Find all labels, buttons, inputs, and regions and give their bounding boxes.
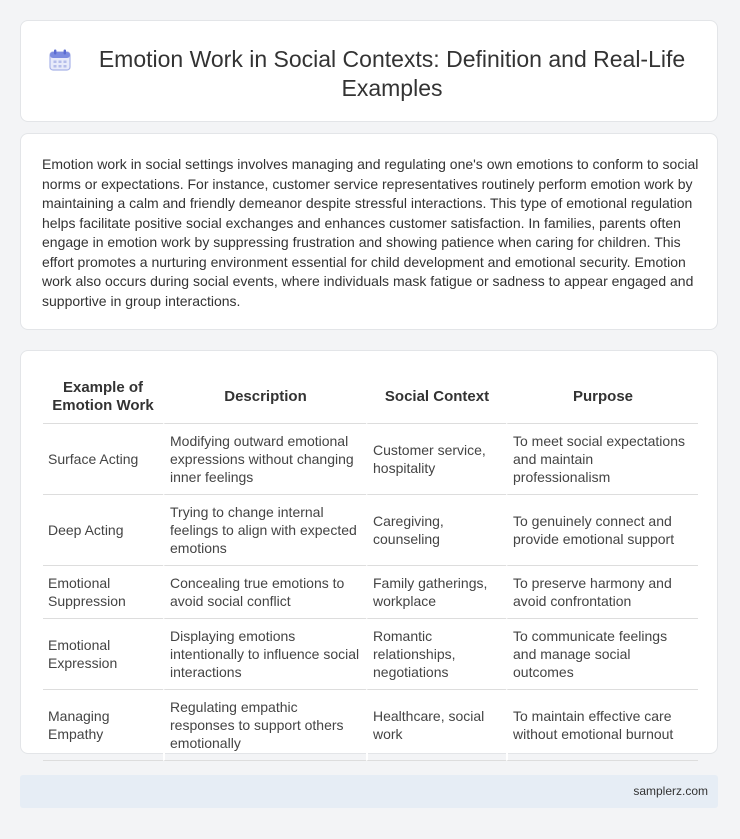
intro-paragraph: Emotion work in social settings involves managing and regulating one's own emotions to conform to social norms or expectations. For instance, customer service representatives routinely perform emotion work by maintaining a calm and friendly demeanor despite stressful interactions. This type of emotional regulation helps facilitate positive social exchanges and enhances customer satisfaction. In families, parents often engage in emotion work by suppressing frustration and showing patience when caring for children. This effort promotes a nurturing environment essential for child development and emotional security. Emotion work also occurs during social events, where individuals mask fatigue or sadness to appear engaged and supportive in group interactions. [42, 156, 699, 309]
cell-description: Trying to change internal feelings to align with expected emotions [163, 495, 366, 566]
cell-purpose: To communicate feelings and manage social outcomes [506, 619, 698, 690]
cell-purpose: To preserve harmony and avoid confrontation [506, 566, 698, 619]
footer [20, 775, 718, 808]
table-row [43, 619, 698, 690]
cell-purpose: To meet social expectations and maintain professionalism [506, 424, 698, 495]
header-description: Description [163, 371, 366, 424]
cell-social-context: Caregiving, counseling [366, 495, 506, 566]
cell-example: Surface Acting [43, 424, 163, 495]
page-title: Emotion Work in Social Contexts: Definition and Real-Life Examples [98, 46, 686, 101]
table-row [43, 495, 698, 566]
cell-description: Modifying outward emotional expressions without changing inner feelings [163, 424, 366, 495]
header-purpose: Purpose [506, 371, 698, 424]
title-card [20, 20, 718, 122]
cell-description: Displaying emotions intentionally to influence social interactions [163, 619, 366, 690]
table-row [43, 690, 698, 761]
cell-social-context: Family gatherings, workplace [366, 566, 506, 619]
cell-description: Concealing true emotions to avoid social conflict [163, 566, 366, 619]
header-example: Example of Emotion Work [43, 371, 163, 424]
cell-purpose: To genuinely connect and provide emotional support [506, 495, 698, 566]
table-header-row [43, 371, 698, 424]
cell-social-context: Romantic relationships, negotiations [366, 619, 506, 690]
table-row [43, 566, 698, 619]
table-card [20, 350, 718, 754]
emotion-work-table [43, 371, 698, 761]
cell-example: Managing Empathy [43, 690, 163, 761]
cell-description: Regulating empathic responses to support others emotionally [163, 690, 366, 761]
header-social-context: Social Context [366, 371, 506, 424]
cell-social-context: Customer service, hospitality [366, 424, 506, 495]
cell-social-context: Healthcare, social work [366, 690, 506, 761]
footer-site-link[interactable]: samplerz.com [633, 784, 708, 798]
table-row [43, 424, 698, 495]
intro-card [20, 133, 718, 330]
cell-example: Deep Acting [43, 495, 163, 566]
cell-purpose: To maintain effective care without emotional burnout [506, 690, 698, 761]
cell-example: Emotional Expression [43, 619, 163, 690]
cell-example: Emotional Suppression [43, 566, 163, 619]
